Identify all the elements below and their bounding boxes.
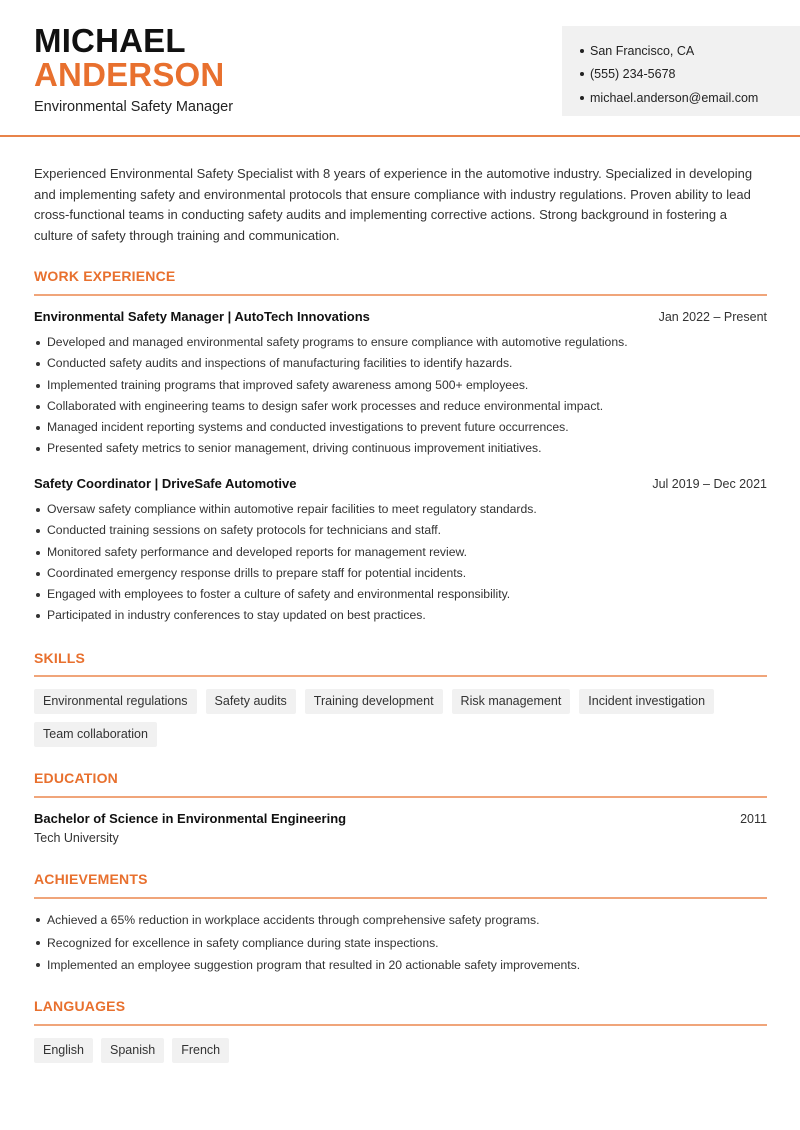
section-title-skills: SKILLS <box>34 650 85 666</box>
job-header-1 <box>34 309 767 324</box>
bullet-icon <box>580 72 584 76</box>
job-dates-1: Jan 2022 – Present <box>658 310 767 324</box>
section-title-languages: LANGUAGES <box>34 998 126 1014</box>
contact-email <box>580 86 800 110</box>
job-bullets-2 <box>34 499 774 627</box>
first-name: MICHAEL <box>34 22 186 59</box>
job-role: Environmental Safety Manager <box>34 99 234 115</box>
list-item: Oversaw safety compliance within automotive repair facilities to meet regulatory standards. <box>34 499 774 520</box>
list-item: Conducted safety audits and inspections of manufacturing facilities to identify hazards. <box>34 353 774 374</box>
contact-box <box>562 26 800 116</box>
skill-tag: Environmental regulations <box>34 689 197 714</box>
list-item: Managed incident reporting systems and conducted investigations to prevent future occurrences. <box>34 417 774 438</box>
email-text: michael.anderson@email.com <box>590 90 759 105</box>
language-tag: Spanish <box>101 1038 164 1063</box>
bullet-icon <box>580 96 584 100</box>
list-item: Implemented an employee suggestion program that resulted in 20 actionable safety improvements. <box>34 954 774 977</box>
list-item: Monitored safety performance and developed reports for management review. <box>34 542 774 563</box>
skills-list <box>34 689 774 747</box>
summary-paragraph: Experienced Environmental Safety Specialist with 8 years of experience in the automotive industry. Specialized in developing and implementing safety and environmental protocols that ensure compliance with industry regulations. Proven ability to lead cross-functional teams in conducting safety audits and implementing corrective actions. Strong background in fostering a culture of safety through training and communication. <box>34 166 753 243</box>
language-tag: French <box>172 1038 229 1063</box>
job-dates-2: Jul 2019 – Dec 2021 <box>652 477 767 491</box>
list-item: Participated in industry conferences to stay updated on best practices. <box>34 605 774 626</box>
bullet-icon <box>580 49 584 53</box>
school-name: Tech University <box>34 831 119 845</box>
candidate-name <box>34 24 224 92</box>
skill-tag: Team collaboration <box>34 722 157 747</box>
language-tag: English <box>34 1038 93 1063</box>
job-bullets-1 <box>34 332 774 460</box>
contact-location <box>580 39 800 63</box>
section-title-education: EDUCATION <box>34 770 118 786</box>
skill-tag: Safety audits <box>206 689 296 714</box>
list-item: Conducted training sessions on safety protocols for technicians and staff. <box>34 520 774 541</box>
achievements-list <box>34 909 774 977</box>
list-item: Coordinated emergency response drills to prepare staff for potential incidents. <box>34 563 774 584</box>
job-header-2 <box>34 476 767 491</box>
skill-tag: Risk management <box>452 689 571 714</box>
skill-tag: Incident investigation <box>579 689 714 714</box>
job-title-1: Environmental Safety Manager | AutoTech Innovations <box>34 309 370 324</box>
skill-tag: Training development <box>305 689 443 714</box>
section-divider <box>34 1024 767 1026</box>
list-item: Achieved a 65% reduction in workplace accidents through comprehensive safety programs. <box>34 909 774 932</box>
contact-phone <box>580 63 800 87</box>
languages-list <box>34 1038 774 1063</box>
section-divider <box>34 294 767 296</box>
list-item: Recognized for excellence in safety compliance during state inspections. <box>34 932 774 955</box>
list-item: Developed and managed environmental safety programs to ensure compliance with automotive regulations. <box>34 332 774 353</box>
education-header <box>34 811 767 826</box>
last-name: ANDERSON <box>34 56 225 93</box>
list-item: Engaged with employees to foster a culture of safety and environmental responsibility. <box>34 584 774 605</box>
graduation-year: 2011 <box>740 812 767 826</box>
section-divider <box>34 796 767 798</box>
section-divider <box>34 675 767 677</box>
resume-header <box>0 0 800 137</box>
degree-title: Bachelor of Science in Environmental Engineering <box>34 811 347 826</box>
list-item: Presented safety metrics to senior management, driving continuous improvement initiatives. <box>34 438 774 459</box>
job-title-2: Safety Coordinator | DriveSafe Automotive <box>34 476 297 491</box>
phone-text: (555) 234-5678 <box>590 67 676 82</box>
list-item: Collaborated with engineering teams to design safer work processes and reduce environmental impact. <box>34 396 774 417</box>
list-item: Implemented training programs that improved safety awareness among 500+ employees. <box>34 375 774 396</box>
section-divider <box>34 897 767 899</box>
section-title-achievements: ACHIEVEMENTS <box>34 871 148 887</box>
location-text: San Francisco, CA <box>590 43 695 58</box>
section-title-work: WORK EXPERIENCE <box>34 268 176 284</box>
